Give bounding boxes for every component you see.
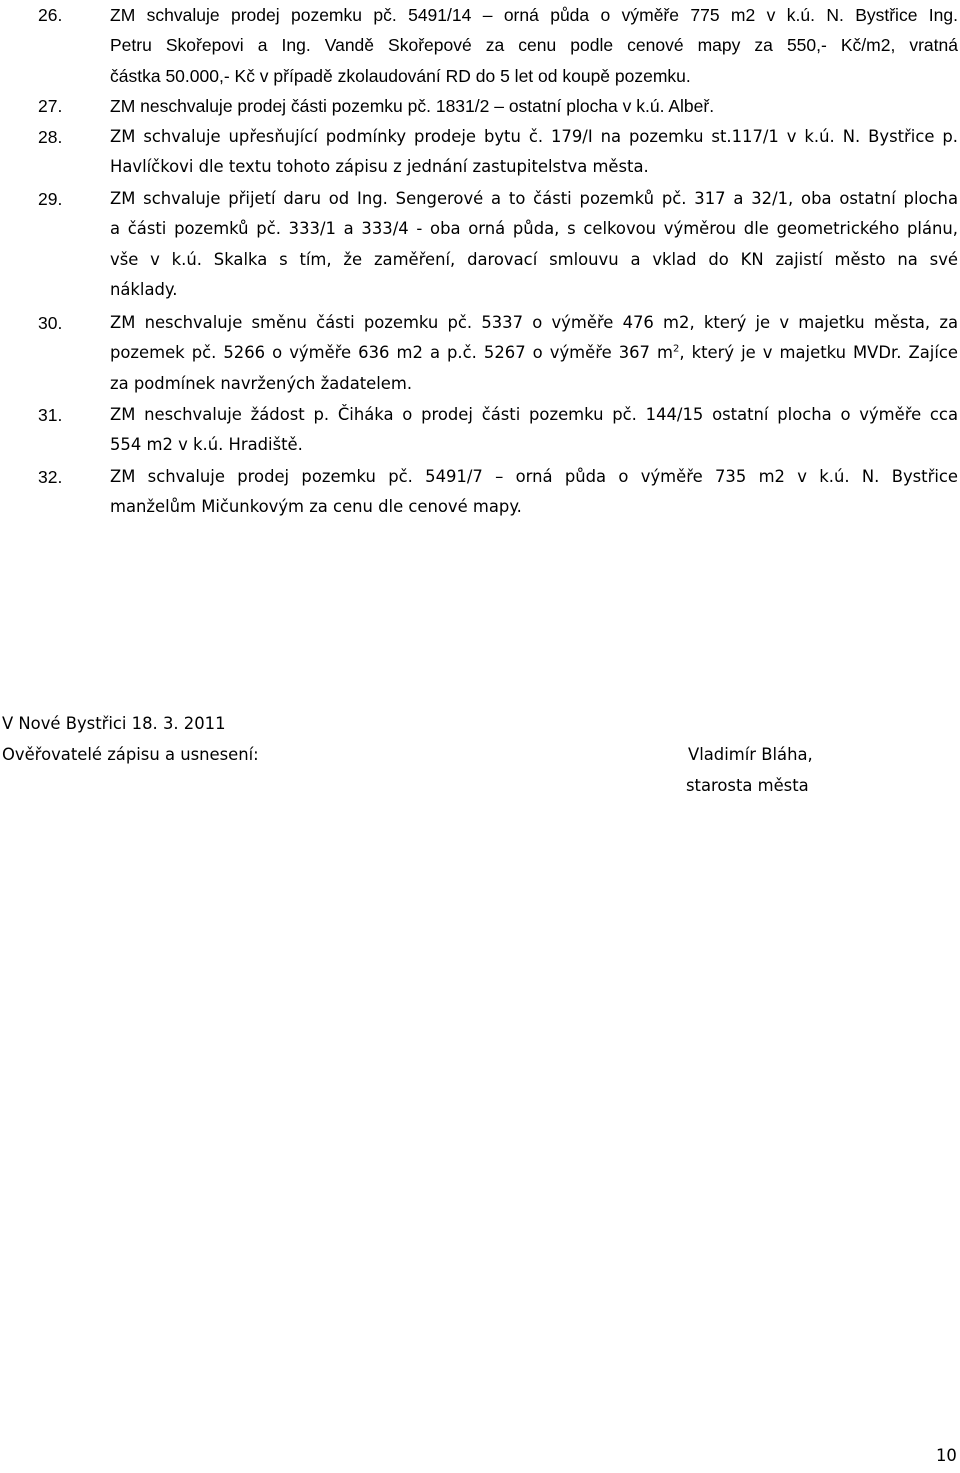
item-line [110, 338, 958, 368]
item-line: ZM schvaluje prodej pozemku pč. 5491/7 – orná půda o výměře 735 m2 v k.ú. N. Bystřice [110, 467, 958, 486]
item-text [110, 184, 958, 306]
item-line: ZM schvaluje upřesňující podmínky prodeje bytu č. 179/I na pozemku st.117/1 v k.ú. N. Bystřice p. [110, 127, 958, 146]
signatory-role: starosta města [686, 776, 809, 795]
item-line: Petru Skořepovi a Ing. Vandě Skořepové za cenu podle cenové mapy za 550,- Kč/m2, vratná [110, 35, 958, 56]
signatory-name: Vladimír Bláha, [688, 745, 813, 764]
item-line: a části pozemků pč. 333/1 a 333/4 - oba orná půda, s celkovou výměrou dle geometrického plánu, [110, 219, 958, 239]
item-number: 29. [38, 189, 63, 209]
item-line: ZM neschvaluje směnu části pozemku pč. 5337 o výměře 476 m2, který je v majetku města, za [110, 313, 958, 332]
place-date: V Nové Bystřici 18. 3. 2011 [2, 714, 226, 733]
item-text [110, 122, 958, 183]
item-line: částka 50.000,- Kč v případě zkolaudování RD do 5 let od koupě pozemku. [110, 65, 691, 86]
item-text [110, 0, 958, 91]
page-number: 10 [936, 1446, 957, 1465]
item-line: ZM schvaluje přijetí daru od Ing. Sengerové a to části pozemků pč. 317 a 32/1, oba ostatní plocha [110, 189, 958, 208]
superscript: 2 [673, 343, 680, 355]
item-line: manželům Mičunkovým za cenu dle cenové mapy. [110, 497, 522, 517]
item-line: vše v k.ú. Skalka s tím, že zaměření, darovací smlouvu a vklad do KN zajistí město na své [110, 249, 958, 269]
item-text [110, 400, 958, 461]
item-number: 32. [38, 467, 63, 487]
item-line: 554 m2 v k.ú. Hradiště. [110, 435, 303, 455]
item-line: za podmínek navržených žadatelem. [110, 373, 413, 393]
item-line-part: pozemek pč. 5266 o výměře 636 m2 a p.č. 5267 o výměře 367 m [110, 343, 673, 363]
item-line: ZM schvaluje prodej pozemku pč. 5491/14 – orná půda o výměře 775 m2 v k.ú. N. Bystřice Ing. [110, 5, 958, 25]
item-line-part: , který je v majetku MVDr. Zajíce [679, 343, 958, 363]
item-number: 28. [38, 127, 63, 147]
item-line: ZM neschvaluje žádost p. Čiháka o prodej části pozemku pč. 144/15 ostatní plocha o výměře cca [110, 405, 958, 424]
item-text [110, 308, 958, 399]
item-line: náklady. [110, 280, 178, 300]
item-number: 30. [38, 313, 63, 333]
item-number: 31. [38, 405, 63, 425]
item-number: 27. [38, 96, 63, 116]
item-text [110, 462, 958, 523]
item-line: ZM neschvaluje prodej části pozemku pč. 1831/2 – ostatní plocha v k.ú. Albeř. [110, 96, 715, 116]
verifiers-label: Ověřovatelé zápisu a usnesení: [2, 745, 259, 764]
item-text [110, 91, 958, 121]
item-number: 26. [38, 5, 63, 25]
item-line: Havlíčkovi dle textu tohoto zápisu z jednání zastupitelstva města. [110, 157, 649, 177]
